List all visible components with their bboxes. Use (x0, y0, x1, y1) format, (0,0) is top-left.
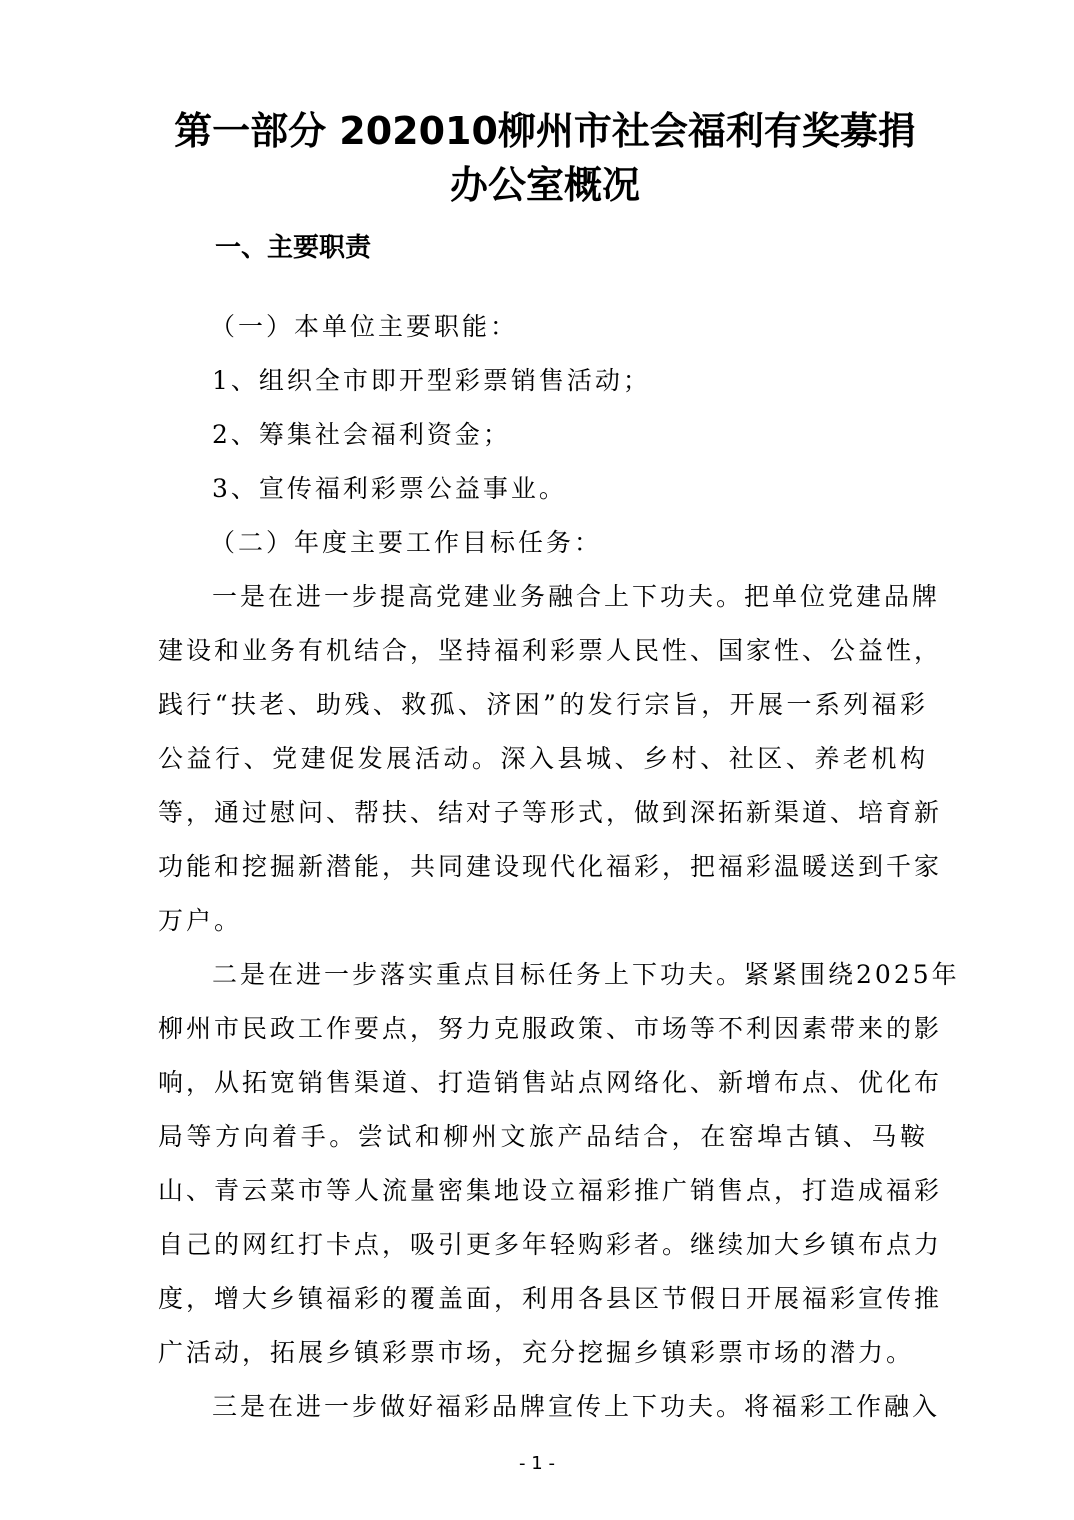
paragraph-line: 柳州市民政工作要点，努力克服政策、市场等不利因素带来的影 (158, 1014, 943, 1043)
paragraph-line: 一是在进一步提高党建业务融合上下功夫。把单位党建品牌 (212, 582, 941, 611)
paragraph-line: 功能和挖掘新潜能，共同建设现代化福彩，把福彩温暖送到千家 (158, 852, 943, 881)
list-item: 3、宣传福利彩票公益事业。 (212, 474, 567, 503)
page-title (150, 104, 940, 212)
subheading-annual-goals: （二）年度主要工作目标任务： (210, 528, 603, 557)
paragraph-line: 等，通过慰问、帮扶、结对子等形式，做到深拓新渠道、培育新 (158, 798, 943, 827)
paragraph-line: 二是在进一步落实重点目标任务上下功夫。紧紧围绕2025年 (212, 960, 960, 989)
paragraph-line: 山、青云菜市等人流量密集地设立福彩推广销售点，打造成福彩 (158, 1176, 943, 1205)
page-number: - 1 - (519, 1453, 555, 1474)
paragraph-line: 践行“扶老、助残、救孤、济困”的发行宗旨，开展一系列福彩 (158, 690, 928, 719)
list-item: 1、组织全市即开型彩票销售活动； (212, 366, 651, 395)
subheading-main-functions: （一）本单位主要职能： (210, 312, 519, 341)
paragraph-line: 度，增大乡镇福彩的覆盖面，利用各县区节假日开展福彩宣传推 (158, 1284, 943, 1313)
paragraph-line: 自己的网红打卡点，吸引更多年轻购彩者。继续加大乡镇布点力 (158, 1230, 943, 1259)
paragraph-line: 公益行、党建促发展活动。深入县城、乡村、社区、养老机构 (158, 744, 928, 773)
paragraph-line: 广活动，拓展乡镇彩票市场，充分挖掘乡镇彩票市场的潜力。 (158, 1338, 915, 1367)
paragraph-line: 建设和业务有机结合，坚持福利彩票人民性、国家性、公益性， (158, 636, 943, 665)
page-title-line-2: 办公室概况 (449, 163, 640, 207)
paragraph-line: 局等方向着手。尝试和柳州文旅产品结合，在窑埠古镇、马鞍 (158, 1122, 928, 1151)
paragraph-line: 三是在进一步做好福彩品牌宣传上下功夫。将福彩工作融入 (212, 1392, 941, 1421)
section-heading-main-duties: 一、主要职责 (215, 233, 372, 263)
paragraph-line: 响，从拓宽销售渠道、打造销售站点网络化、新增布点、优化布 (158, 1068, 943, 1097)
paragraph-line: 万户。 (158, 906, 243, 935)
list-item: 2、筹集社会福利资金； (212, 420, 511, 449)
page-title-line-1: 第一部分 202010柳州市社会福利有奖募捐 (174, 109, 916, 153)
